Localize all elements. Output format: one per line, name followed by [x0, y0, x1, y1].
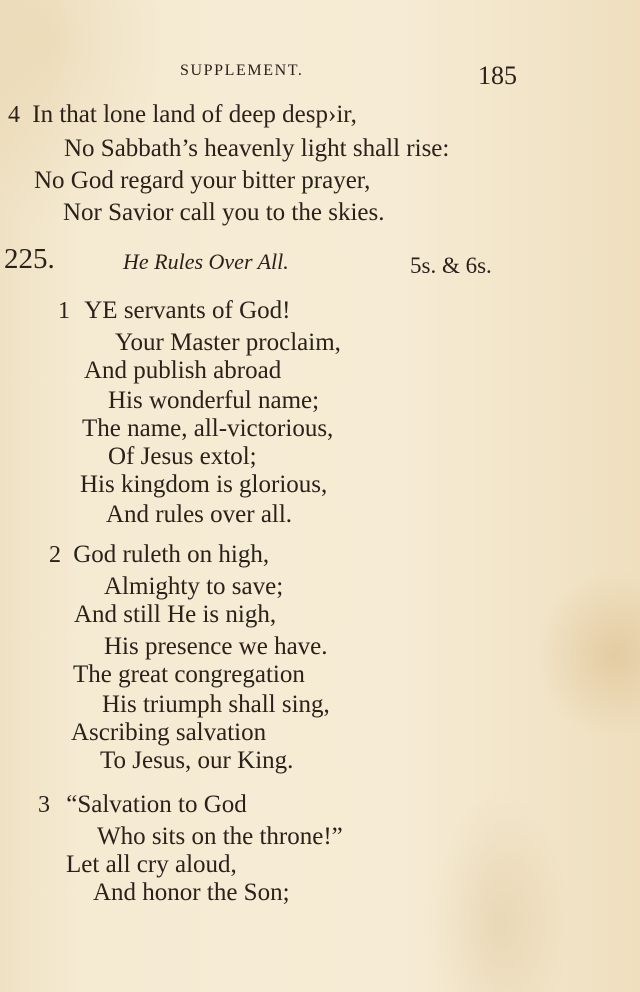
- verse-line: Who sits on the throne!”: [97, 823, 343, 850]
- verse-number: 2: [49, 542, 61, 568]
- verse-line: [8, 100, 357, 130]
- verse-line: [58, 296, 290, 326]
- verse-line: No God regard your bitter prayer,: [34, 167, 371, 194]
- verse-text: “Salvation to God: [66, 791, 247, 818]
- running-title: SUPPLEMENT.: [180, 62, 304, 79]
- verse-number: 3: [38, 792, 50, 818]
- hymn-meter: 5s. & 6s.: [410, 253, 492, 278]
- verse-text: In that lone land of deep desp›ir,: [32, 101, 357, 128]
- verse-line: And honor the Son;: [93, 879, 290, 906]
- verse-line: Nor Savior call you to the skies.: [63, 199, 385, 226]
- verse-line: Of Jesus extol;: [108, 443, 257, 470]
- verse-line: Almighty to save;: [104, 573, 284, 600]
- verse-line: His triumph shall sing,: [102, 691, 330, 718]
- verse-line: And rules over all.: [106, 501, 293, 528]
- verse-line: The great congregation: [73, 661, 305, 688]
- verse-line: No Sabbath’s heavenly light shall rise:: [64, 135, 450, 162]
- verse-line: [49, 540, 269, 570]
- verse-line: His kingdom is glorious,: [80, 471, 328, 498]
- verse-number: 4: [8, 102, 20, 128]
- page-number: 185: [478, 61, 517, 90]
- verse-line: The name, all-victorious,: [82, 415, 334, 442]
- verse-line: His wonderful name;: [108, 387, 320, 414]
- verse-number: 1: [58, 298, 70, 324]
- verse-text: God ruleth on high,: [73, 541, 270, 568]
- hymn-number: 225.: [4, 243, 55, 275]
- verse-line: His presence we have.: [104, 633, 328, 660]
- verse-line: [38, 790, 247, 820]
- verse-line: Let all cry aloud,: [66, 851, 237, 878]
- verse-line: And publish abroad: [84, 357, 282, 384]
- verse-line: To Jesus, our King.: [100, 747, 294, 774]
- hymn-title: He Rules Over All.: [123, 249, 289, 274]
- verse-line: Your Master proclaim,: [115, 329, 341, 356]
- verse-text: YE servants of God!: [84, 297, 291, 324]
- verse-line: And still He is nigh,: [74, 601, 277, 628]
- verse-line: Ascribing salvation: [71, 719, 267, 746]
